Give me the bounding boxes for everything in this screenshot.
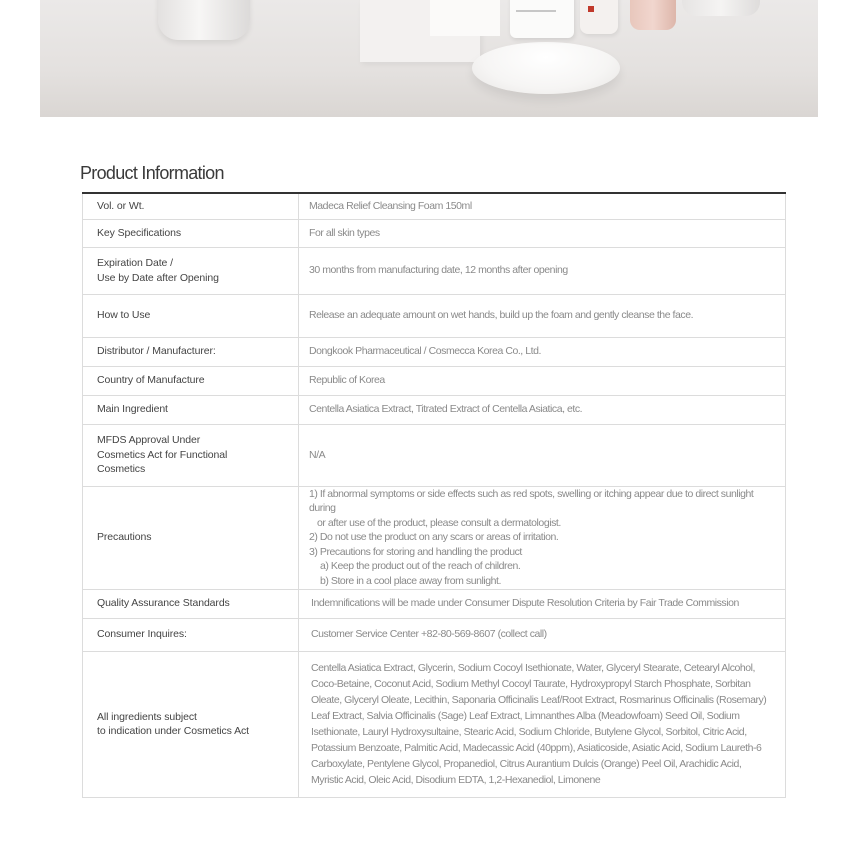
precaution-subitem: a) Keep the product out of the reach of children.: [320, 560, 521, 573]
row-value-mfds: N/A: [299, 424, 786, 486]
label-line: Use by Date after Opening: [97, 271, 219, 284]
row-label-expiration: [83, 247, 299, 294]
box-label-line: [516, 10, 556, 12]
row-label-main-ingredient: Main Ingredient: [83, 395, 299, 424]
row-value-key-specs: For all skin types: [299, 219, 786, 247]
product-bottle: [580, 0, 618, 34]
label-line: All ingredients subject: [97, 710, 197, 723]
row-value-inquiries: Customer Service Center +82-80-569-8607 (collect call): [299, 618, 786, 651]
row-value-country: Republic of Korea: [299, 366, 786, 395]
table-row: [83, 486, 786, 589]
row-value-distributor: Dongkook Pharmaceutical / Cosmecca Korea Co., Ltd.: [299, 337, 786, 366]
row-label-precautions: Precautions: [83, 486, 299, 589]
round-stand: [472, 42, 620, 94]
display-pedestal-top: [430, 0, 500, 36]
row-label-key-specs: Key Specifications: [83, 219, 299, 247]
row-label-volume: Vol. or Wt.: [83, 193, 299, 219]
precaution-item: or after use of the product, please consult a dermatologist.: [317, 516, 561, 529]
glass-bottle: [158, 0, 250, 40]
section-title: Product Information: [80, 163, 224, 183]
precaution-item: 3) Precautions for storing and handling the product: [309, 545, 522, 558]
row-value-main-ingredient: Centella Asiatica Extract, Titrated Extract of Centella Asiatica, etc.: [299, 395, 786, 424]
row-label-inquiries: Consumer Inquires:: [83, 618, 299, 651]
row-label-mfds: [83, 424, 299, 486]
row-label-country: Country of Manufacture: [83, 366, 299, 395]
row-value-expiration: 30 months from manufacturing date, 12 months after opening: [299, 247, 786, 294]
precaution-item: 1) If abnormal symptoms or side effects such as red spots, swelling or itching appear due to direct sunlight during: [309, 487, 754, 515]
table-row: [83, 618, 786, 651]
product-banner-image: [40, 0, 818, 117]
table-row: [83, 337, 786, 366]
label-line: Cosmetics Act for Functional: [97, 448, 228, 461]
row-label-distributor: Distributor / Manufacturer:: [83, 337, 299, 366]
label-line: to indication under Cosmetics Act: [97, 725, 249, 737]
row-value-volume: Madeca Relief Cleansing Foam 150ml: [299, 193, 786, 219]
product-info-table: [82, 192, 786, 798]
table-row: [83, 247, 786, 294]
clear-bottle: [682, 0, 760, 16]
row-value-precautions: [299, 486, 786, 589]
table-row: [83, 395, 786, 424]
precaution-subitem: b) Store in a cool place away from sunlight.: [320, 574, 501, 587]
table-row: [83, 219, 786, 247]
row-label-how-to-use: How to Use: [83, 294, 299, 337]
row-value-how-to-use: Release an adequate amount on wet hands, build up the foam and gently cleanse the face.: [299, 294, 786, 337]
row-value-ingredients: Centella Asiatica Extract, Glycerin, Sodium Cocoyl Isethionate, Water, Glyceryl Stearate, Cetearyl Alcohol, Coco-Betaine, Coconut Acid, Sodium Methyl Cocoyl Taurate, Hydroxypropyl Starch Phosphate, Sorbitan Oleate, Glyceryl Oleate, Lecithin, Saponaria Officinalis Leaf/Root Extract, Rosmarinus Officinalis (Rosemary) Leaf Extract, Salvia Officinalis (Sage) Leaf Extract, Limnanthes Alba (Meadowfoam) Seed Oil, Sodium Isethionate, Lauryl Hydroxysultaine, Stearic Acid, Sodium Chloride, Butylene Glycol, Sorbitol, Citric Acid, Potassium Benzoate, Palmitic Acid, Madecassic Acid (40ppm), Asiaticoside, Asiatic Acid, Sodium Laureth-6 Carboxylate, Pentylene Glycol, Propanediol, Citrus Aurantium Dulcis (Orange) Peel Oil, Arachidic Acid, Myristic Acid, Oleic Acid, Disodium EDTA, 1,2-Hexanediol, Limonene: [299, 651, 786, 797]
product-box: [510, 0, 574, 38]
pink-tube: [630, 0, 676, 30]
table-row: [83, 589, 786, 618]
table-row: [83, 366, 786, 395]
table-row: [83, 651, 786, 797]
label-line: Cosmetics: [97, 463, 146, 476]
label-line: MFDS Approval Under: [97, 434, 201, 447]
row-value-quality: Indemnifications will be made under Consumer Dispute Resolution Criteria by Fair Trade Commission: [299, 589, 786, 618]
brand-cross-mark: [588, 6, 594, 12]
precaution-item: 2) Do not use the product on any scars or areas of irritation.: [309, 531, 559, 544]
table-row: [83, 424, 786, 486]
row-label-quality: Quality Assurance Standards: [83, 589, 299, 618]
row-label-ingredients: [83, 651, 299, 797]
table-row: [83, 294, 786, 337]
table-row: [83, 193, 786, 219]
label-line: Expiration Date /: [97, 257, 173, 269]
